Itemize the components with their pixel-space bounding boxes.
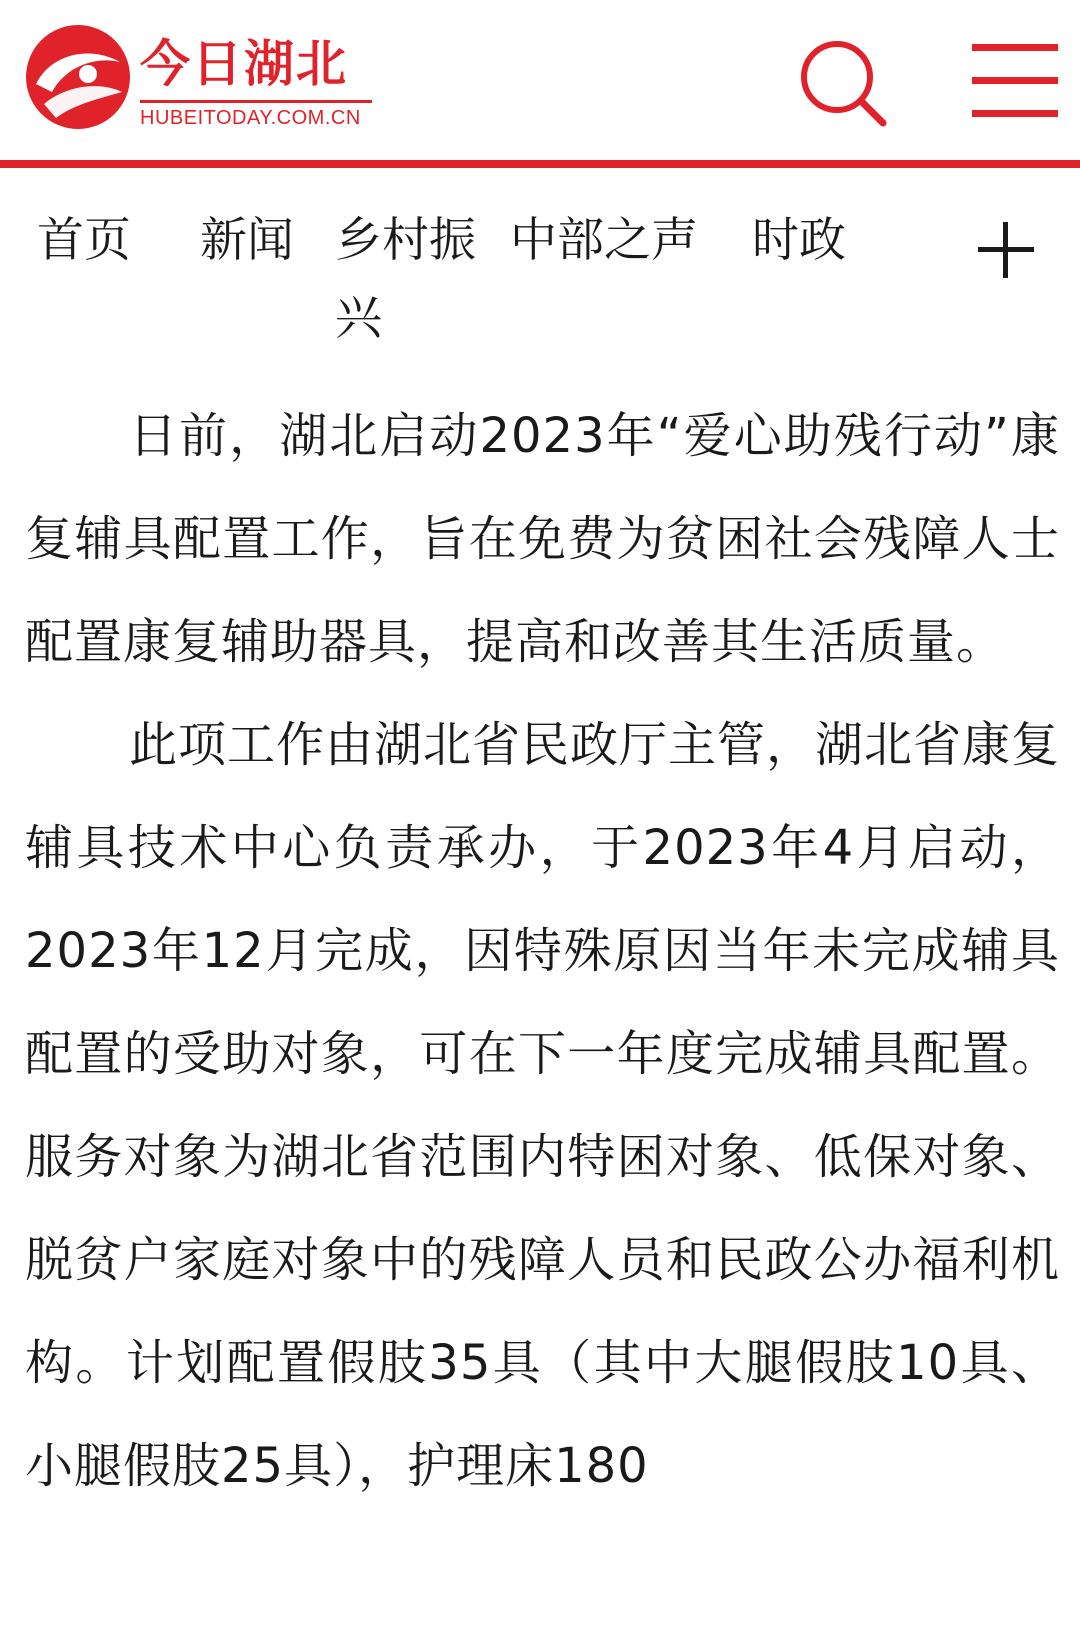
nav-item-home[interactable]: 首页 <box>37 213 131 268</box>
site-logo[interactable] <box>22 22 382 132</box>
nav-item-central-voice[interactable]: 中部之声 <box>510 213 698 268</box>
logo-divider <box>140 100 372 103</box>
logo-emblem-icon <box>22 22 134 132</box>
search-icon <box>795 35 891 131</box>
search-button[interactable] <box>795 35 891 131</box>
logo-domain: HUBEITODAY.COM.CN <box>140 107 361 129</box>
nav-item-politics[interactable]: 时政 <box>752 213 846 268</box>
nav-item-news[interactable]: 新闻 <box>200 213 294 268</box>
hamburger-menu-icon <box>972 77 1058 84</box>
hamburger-menu-icon <box>972 44 1058 51</box>
nav-more-button[interactable] <box>978 222 1034 278</box>
logo-title: 今日湖北 <box>140 34 348 93</box>
site-header <box>0 0 1080 165</box>
article-paragraph: 此项工作由湖北省民政厅主管，湖北省康复辅具技术中心负责承办，于2023年4月启动，2023年12月完成，因特殊原因当年未完成辅具配置的受助对象，可在下一年度完成辅具配置。服务对象为湖北省范围内特困对象、低保对象、脱贫户家庭对象中的残障人员和民政公办福利机构。计划配置假肢35具（其中大腿假肢10具、小腿假肢25具），护理床180 <box>25 717 1061 1494</box>
header-divider <box>0 160 1080 168</box>
category-nav <box>0 168 1080 368</box>
nav-item-rural-revitalization[interactable]: 乡村振兴 <box>335 213 476 346</box>
hamburger-menu-icon <box>972 110 1058 117</box>
article-body <box>25 385 1060 1518</box>
article-paragraph: 日前，湖北启动2023年“爱心助残行动”康复辅具配置工作，旨在免费为贫困社会残障人士配置康复辅助器具，提高和改善其生活质量。 <box>25 408 1060 670</box>
plus-icon <box>1003 222 1008 278</box>
menu-button[interactable] <box>972 44 1058 120</box>
